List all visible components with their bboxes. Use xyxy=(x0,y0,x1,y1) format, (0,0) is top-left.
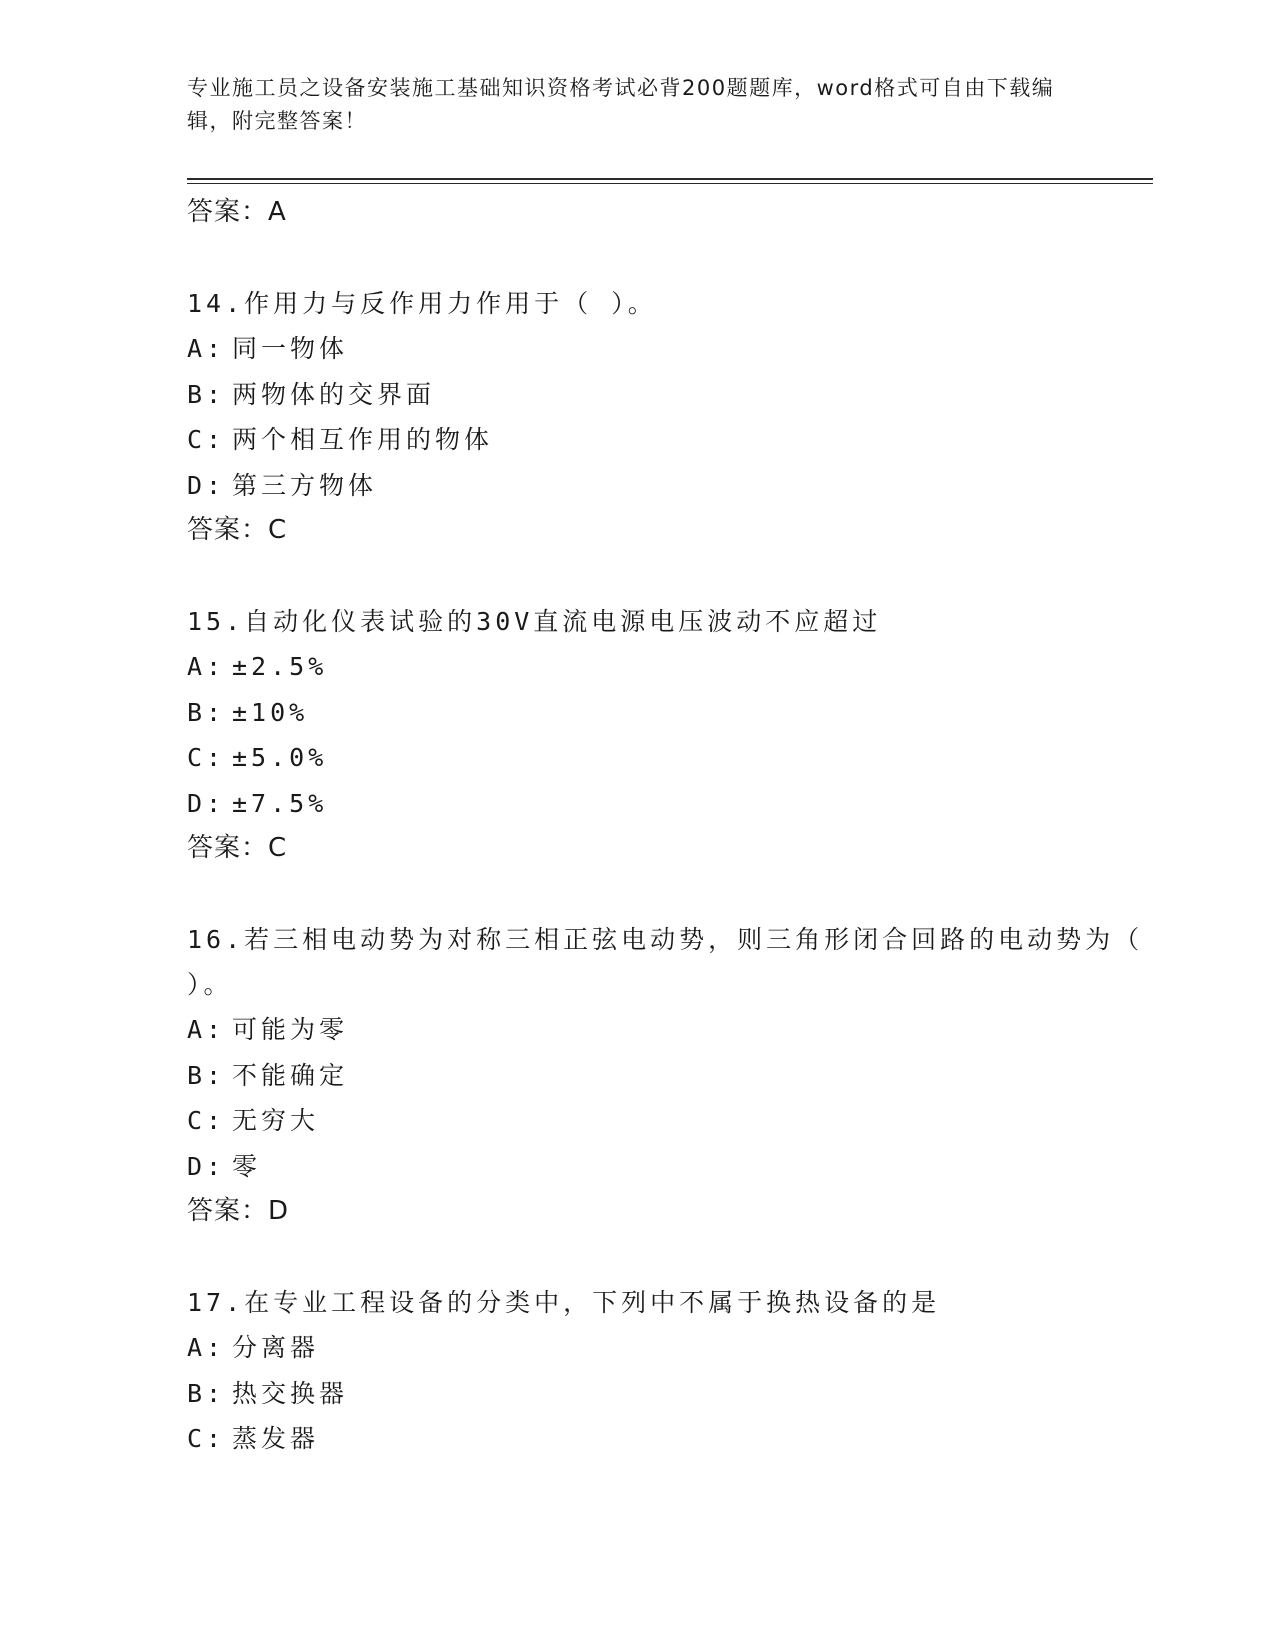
option-d xyxy=(187,1144,1153,1190)
option-text: 两物体的交界面 xyxy=(232,379,436,409)
answer-line: 答案：D xyxy=(187,1196,290,1226)
option-c xyxy=(187,1098,1153,1144)
option-text: 第三方物体 xyxy=(232,470,378,500)
option-label: C: xyxy=(187,425,226,454)
option-a xyxy=(187,1007,1153,1053)
option-label: C: xyxy=(187,743,226,772)
option-label: B: xyxy=(187,1378,226,1408)
option-label: B: xyxy=(187,1060,226,1090)
question-text: 17.在专业工程设备的分类中，下列中不属于换热设备的是 xyxy=(187,1288,941,1317)
option-c xyxy=(187,1416,1153,1462)
answer-line: 答案：A xyxy=(187,197,287,227)
option-label: A: xyxy=(187,1333,226,1362)
option-label: B: xyxy=(187,379,226,409)
option-text: ±10% xyxy=(232,697,309,727)
option-d xyxy=(187,463,1153,509)
option-text: ±7.5% xyxy=(232,788,328,818)
option-label: D: xyxy=(187,788,226,818)
option-text: 两个相互作用的物体 xyxy=(232,425,494,454)
option-label: A: xyxy=(187,1015,226,1044)
question-block xyxy=(187,281,1153,553)
option-text: 不能确定 xyxy=(232,1060,349,1090)
option-b xyxy=(187,1371,1153,1417)
option-a xyxy=(187,326,1153,372)
question-block xyxy=(187,1280,1153,1462)
header-title: 专业施工员之设备安装施工基础知识资格考试必背200题题库，word格式可自由下载编辑，附完整答案！ xyxy=(187,76,1055,133)
question-block xyxy=(187,599,1153,871)
option-b xyxy=(187,690,1153,736)
option-c xyxy=(187,735,1153,781)
option-b xyxy=(187,372,1153,418)
option-a xyxy=(187,1325,1153,1371)
option-text: 可能为零 xyxy=(232,1015,349,1044)
question-text: 16.若三相电动势为对称三相正弦电动势，则三角形闭合回路的电动势为（ ）。 xyxy=(187,925,1144,999)
option-text: 同一物体 xyxy=(232,334,349,363)
option-text: ±2.5% xyxy=(232,652,328,681)
question-text: 14.作用力与反作用力作用于（ ）。 xyxy=(187,289,657,318)
header-divider-thick xyxy=(187,178,1153,180)
option-text: 无穷大 xyxy=(232,1106,320,1135)
option-text: 分离器 xyxy=(232,1333,320,1362)
option-label: A: xyxy=(187,652,226,681)
option-text: 蒸发器 xyxy=(232,1424,320,1453)
option-label: D: xyxy=(187,1151,226,1181)
option-label: A: xyxy=(187,334,226,363)
option-text: ±5.0% xyxy=(232,743,328,772)
option-label: B: xyxy=(187,697,226,727)
answer-line: 答案：C xyxy=(187,515,288,545)
question-block xyxy=(187,917,1153,1234)
header-divider-thin xyxy=(187,183,1153,184)
spacer xyxy=(187,235,1153,281)
option-d xyxy=(187,781,1153,827)
spacer xyxy=(187,1234,1153,1280)
spacer xyxy=(187,871,1153,917)
answer-line: 答案：C xyxy=(187,833,288,863)
question-list xyxy=(187,190,1153,1462)
option-text: 零 xyxy=(232,1151,262,1181)
question-text: 15.自动化仪表试验的30V直流电源电压波动不应超过 xyxy=(187,607,882,636)
spacer xyxy=(187,553,1153,599)
option-label: D: xyxy=(187,470,226,500)
option-label: C: xyxy=(187,1106,226,1135)
option-a xyxy=(187,644,1153,690)
option-c xyxy=(187,417,1153,463)
option-b xyxy=(187,1053,1153,1099)
option-text: 热交换器 xyxy=(232,1378,349,1408)
document-header xyxy=(187,72,1087,138)
option-label: C: xyxy=(187,1424,226,1453)
